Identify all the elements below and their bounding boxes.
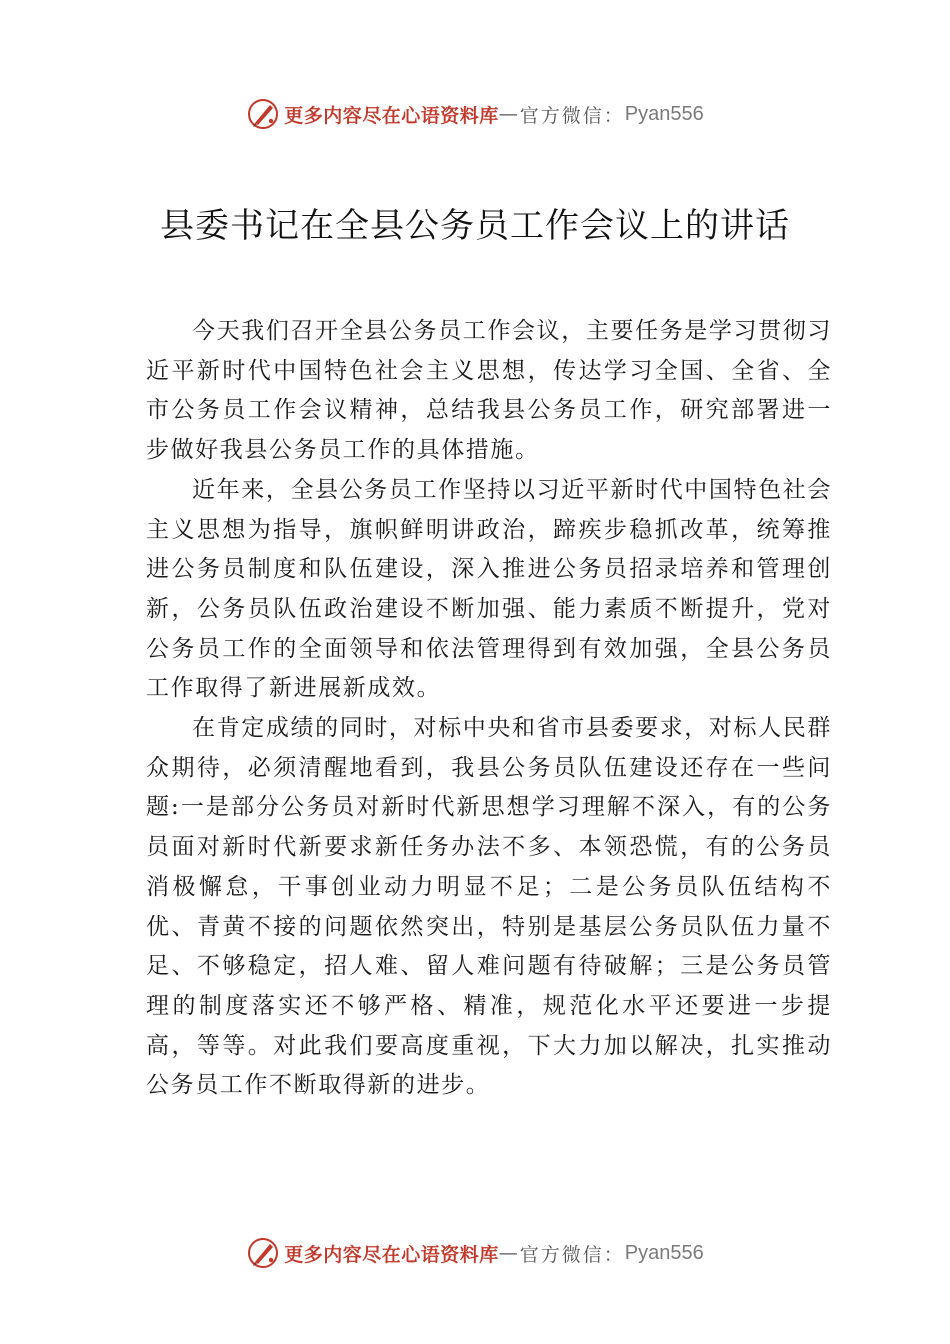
banner-brand-text: 更多内容尽在心语资料库 [284,104,499,127]
banner-wechat-id: Pyan556 [624,1241,704,1264]
quill-pen-logo-icon [246,97,280,131]
document-body [146,312,832,1106]
banner-brand-text: 更多内容尽在心语资料库 [284,1243,499,1266]
document-title: 县委书记在全县公务员工作会议上的讲话 [160,206,790,246]
banner-dash: — [498,1242,520,1264]
header-banner [0,94,950,134]
quill-pen-logo-icon [246,1236,280,1270]
banner-wechat-label: 官方微信： [519,1243,625,1266]
paragraph: 近年来，全县公务员工作坚持以习近平新时代中国特色社会主义思想为指导，旗帜鲜明讲政治，蹄疾步稳抓改革，统筹推进公务员制度和队伍建设，深入推进公务员招录培养和管理创新，公务员队伍政治建设不断加强、能力素质不断提升，党对公务员工作的全面领导和依法管理得到有效加强，全县公务员工作取得了新进展新成效。 [146,476,832,702]
paragraph: 在肯定成绩的同时，对标中央和省市县委要求，对标人民群众期待，必须清醒地看到，我县公务员队伍建设还存在一些问题:一是部分公务员对新时代新思想学习理解不深入，有的公务员面对新时代新要求新任务办法不多、本领恐慌，有的公务员消极懈怠，干事创业动力明显不足；二是公务员队伍结构不优、青黄不接的问题依然突出，特别是基层公务员队伍力量不足、不够稳定，招人难、留人难问题有待破解；三是公务员管理的制度落实还不够严格、精准，规范化水平还要进一步提高，等等。对此我们要高度重视，下大力加以解决，扎实推动公务员工作不断取得新的进步。 [146,715,832,1099]
banner-wechat-label: 官方微信： [519,104,625,127]
paragraph: 今天我们召开全县公务员工作会议，主要任务是学习贯彻习近平新时代中国特色社会主义思想，传达学习全国、全省、全市公务员工作会议精神，总结我县公务员工作，研究部署进一步做好我县公务员工作的具体措施。 [146,318,832,464]
footer-banner [0,1233,950,1273]
banner-dash: — [498,103,520,125]
banner-wechat-id: Pyan556 [624,102,704,125]
